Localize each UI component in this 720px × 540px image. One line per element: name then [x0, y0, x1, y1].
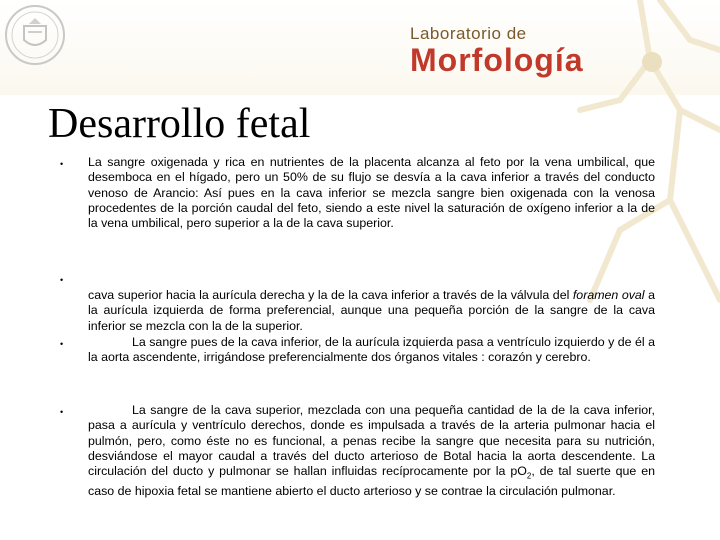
lab-name: Morfología [410, 42, 584, 78]
paragraph-4 [88, 403, 655, 499]
bullet-marker: • [60, 159, 64, 169]
paragraph-3 [88, 335, 655, 366]
paragraph-4-text-b: , de tal suerte que en caso de hipoxia fetal se mantiene abierto el ducto arterioso y se contrae la circulación pulmonar. [88, 464, 655, 498]
bullet-marker: • [60, 275, 64, 285]
paragraph-2-emphasis: foramen oval [572, 288, 645, 302]
paragraph-3-text: La sangre pues de la cava inferior, de la aurícula izquierda pasa a ventrículo izquierdo y de él a la aorta ascendente, irrigándose preferencialmente dos órganos vitales : corazón y cerebro. [88, 335, 655, 365]
paragraph-4-subscript: 2 [526, 471, 532, 481]
paragraph-2-text-a: cava superior hacia la aurícula derecha y la de la cava inferior a través de la válvula del [88, 288, 573, 302]
paragraph-2-text-b: a la aurícula izquierda de forma preferencial, aunque una pequeña porción de la sangre de la cava inferior se mezcla con la de la superior. [88, 288, 655, 333]
bullet-marker: • [60, 339, 64, 349]
slide-title: Desarrollo fetal [48, 101, 311, 147]
paragraph-4-text-a: La sangre de la cava superior, mezclada con una pequeña cantidad de la de la cava inferior, pasa a aurícula y ventrículo derechos, donde es impulsada a través de la arteria pulmonar hacia el pulmón, pero, como éste no es funcional, a penas recibe la sangre que necesita para su nutrición, desviándose el mayor caudal a través del ducto arterioso de Botal hacia la aorta descendente. La circulación del ducto y pulmonar se hallan influidas recíprocamente por la pO [88, 403, 655, 479]
paragraph-2 [88, 288, 655, 334]
lab-title: Laboratorio de [410, 24, 527, 43]
bullet-marker: • [60, 407, 64, 417]
university-seal-icon [4, 4, 66, 66]
paragraph-1: La sangre oxigenada y rica en nutrientes de la placenta alcanza al feto por la vena umbilical, que desemboca en el hígado, pero un 50% de su flujo se desvía a la cava inferior a través del conducto venoso de Arancio: Así pues en la cava inferior se mezcla sangre bien oxigenada con la venosa procedentes de la porción caudal del feto, siendo a este nivel la saturación de oxígeno inferior a la de la vena umbilical, pero superior a la de la cava superior. [88, 155, 655, 231]
